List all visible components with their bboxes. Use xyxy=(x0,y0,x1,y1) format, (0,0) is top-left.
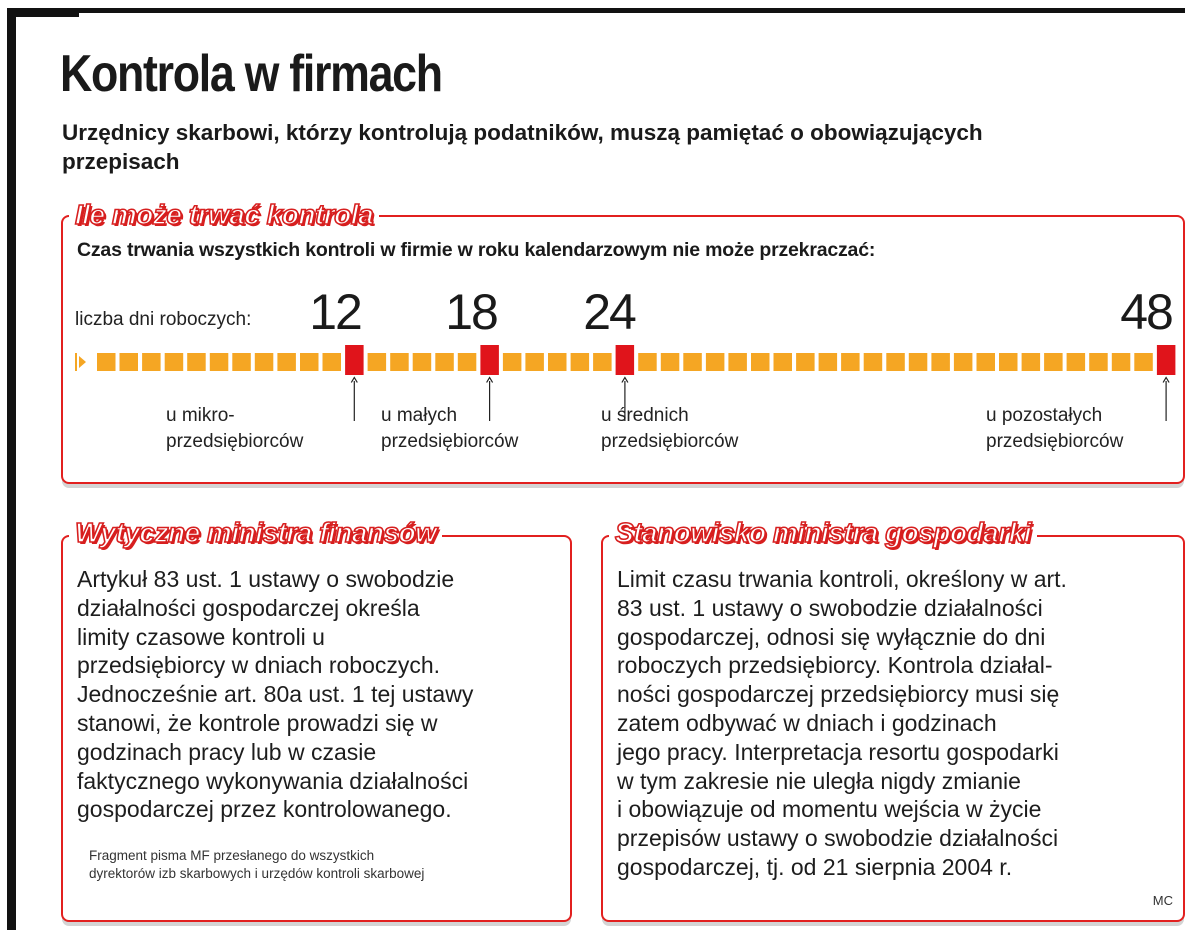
economy-minister-panel xyxy=(601,517,1185,922)
economy-text-line: gospodarczej, odnosi się wyłącznie do dni xyxy=(617,623,1046,650)
economy-text-line: i obowiązuje od momentu wejścia w życie xyxy=(617,796,1042,823)
page-title: Kontrola w firmach xyxy=(60,45,442,103)
day-segment xyxy=(525,353,544,371)
economy-text-line: roboczych przedsiębiorcy. Kontrola działal- xyxy=(617,652,1053,679)
duration-panel xyxy=(61,199,1185,484)
limit-number-small: 18 xyxy=(445,284,497,340)
limit-number-other: 48 xyxy=(1120,284,1172,340)
limit-number-micro: 12 xyxy=(309,284,361,340)
day-segment xyxy=(1044,353,1063,371)
author-credit: MC xyxy=(1152,893,1173,908)
day-segment xyxy=(300,353,319,371)
day-segment xyxy=(728,353,747,371)
day-segment xyxy=(796,353,815,371)
economy-text-line: gospodarczej, tj. od 21 sierpnia 2004 r. xyxy=(617,853,1013,880)
day-segment xyxy=(774,353,793,371)
limit-label-small xyxy=(381,403,518,455)
economy-text-line: zatem odbywać w dniach i godzinach xyxy=(617,709,997,736)
frame-top-rule xyxy=(7,8,1185,13)
duration-lead-text: Czas trwania wszystkich kontroli w firmie w roku kalendarzowym nie może przekraczać: xyxy=(77,239,876,261)
day-segment xyxy=(931,353,950,371)
finance-panel-body xyxy=(77,565,473,824)
day-segment xyxy=(413,353,432,371)
day-segment xyxy=(841,353,860,371)
limit-label-other xyxy=(986,403,1123,455)
day-segment xyxy=(909,353,928,371)
day-segment-limit xyxy=(1157,345,1176,375)
day-segment-limit xyxy=(345,345,364,375)
timeline-start-marker xyxy=(75,353,86,371)
day-segment xyxy=(683,353,702,371)
working-days-label: liczba dni roboczych: xyxy=(75,309,252,330)
day-segment xyxy=(954,353,973,371)
economy-text-line: w tym zakresie nie uległa nigdy zmianie xyxy=(617,767,1021,794)
economy-panel-heading: Stanowisko ministra gospodarki xyxy=(609,517,1037,549)
day-segment xyxy=(571,353,590,371)
finance-text-line: godzinach pracy lub w czasie xyxy=(77,738,377,765)
economy-text-line: jego pracy. Interpretacja resortu gospodarki xyxy=(617,738,1059,765)
economy-text-line: 83 ust. 1 ustawy o swobodzie działalności xyxy=(617,594,1043,621)
day-segment xyxy=(661,353,680,371)
day-segment xyxy=(1022,353,1041,371)
finance-footnote xyxy=(89,847,424,883)
day-segment xyxy=(977,353,996,371)
day-segment xyxy=(368,353,387,371)
day-segment xyxy=(503,353,522,371)
finance-text-line: limity czasowe kontroli u xyxy=(77,623,325,650)
limit-label-medium-line1: u średnich xyxy=(601,405,689,426)
day-segment xyxy=(1134,353,1153,371)
day-segment xyxy=(232,353,251,371)
day-segment xyxy=(1089,353,1108,371)
limit-label-other-line1: u pozostałych xyxy=(986,405,1103,426)
day-segment-limit xyxy=(480,345,499,375)
limit-label-medium-line2: przedsiębiorców xyxy=(601,431,739,452)
limit-label-small-line2: przedsiębiorców xyxy=(381,431,519,452)
finance-text-line: Artykuł 83 ust. 1 ustawy o swobodzie xyxy=(77,566,455,592)
day-segment xyxy=(864,353,883,371)
day-segment xyxy=(390,353,409,371)
finance-footnote-line1: Fragment pisma MF przesłanego do wszystkich xyxy=(89,848,375,863)
limit-label-micro-line1: u mikro- xyxy=(166,405,235,426)
day-segment xyxy=(593,353,612,371)
day-segment xyxy=(142,353,161,371)
finance-text-line: stanowi, że kontrole prowadzi się w xyxy=(77,709,438,736)
economy-panel-body xyxy=(617,565,1067,882)
day-segment xyxy=(1112,353,1131,371)
limit-label-micro-line2: przedsiębiorców xyxy=(166,431,304,452)
day-segment xyxy=(277,353,296,371)
day-segment xyxy=(210,353,229,371)
finance-text-line: faktycznego wykonywania działalności xyxy=(77,767,469,794)
finance-panel-heading: Wytyczne ministra finansów xyxy=(69,517,442,549)
day-segment xyxy=(638,353,657,371)
economy-text-line: Limit czasu trwania kontroli, określony w art. xyxy=(617,566,1067,592)
day-segment xyxy=(706,353,725,371)
duration-panel-heading: Ile może trwać kontrola xyxy=(69,199,379,231)
day-segment xyxy=(255,353,273,371)
day-segment xyxy=(548,353,567,371)
limit-label-micro xyxy=(166,403,303,455)
working-days-timeline xyxy=(73,329,1173,389)
finance-text-line: gospodarczej przez kontrolowanego. xyxy=(77,796,452,823)
limit-label-medium xyxy=(601,403,738,455)
limit-number-medium: 24 xyxy=(583,284,635,340)
finance-text-line: działalności gospodarczej określa xyxy=(77,594,420,621)
day-segment xyxy=(819,353,838,371)
day-segment xyxy=(97,353,116,371)
day-segment xyxy=(435,353,454,371)
day-segment xyxy=(999,353,1018,371)
day-segment xyxy=(120,353,139,371)
frame-corner-tab xyxy=(7,8,79,17)
day-segment xyxy=(1067,353,1086,371)
day-segment xyxy=(187,353,206,371)
frame-left-rule xyxy=(7,8,16,930)
limit-label-other-line2: przedsiębiorców xyxy=(986,431,1124,452)
finance-text-line: przedsiębiorcy w dniach roboczych. xyxy=(77,652,441,679)
finance-footnote-line2: dyrektorów izb skarbowych i urzędów kontroli skarbowej xyxy=(89,866,425,881)
economy-text-line: przepisów ustawy o swobodzie działalności xyxy=(617,825,1059,852)
day-segment xyxy=(323,353,342,371)
day-segment-limit xyxy=(616,345,635,375)
page-subtitle: Urzędnicy skarbowi, którzy kontrolują podatników, muszą pamiętać o obowiązujących przepisach xyxy=(62,120,983,174)
day-segment xyxy=(165,353,184,371)
day-segment xyxy=(458,353,477,371)
day-segment xyxy=(886,353,905,371)
finance-minister-panel xyxy=(61,517,572,922)
day-segment xyxy=(751,353,770,371)
limit-label-small-line1: u małych xyxy=(381,405,458,426)
finance-text-line: Jednocześnie art. 80a ust. 1 tej ustawy xyxy=(77,681,474,708)
economy-text-line: ności gospodarczej przedsiębiorcy musi się xyxy=(617,681,1060,708)
